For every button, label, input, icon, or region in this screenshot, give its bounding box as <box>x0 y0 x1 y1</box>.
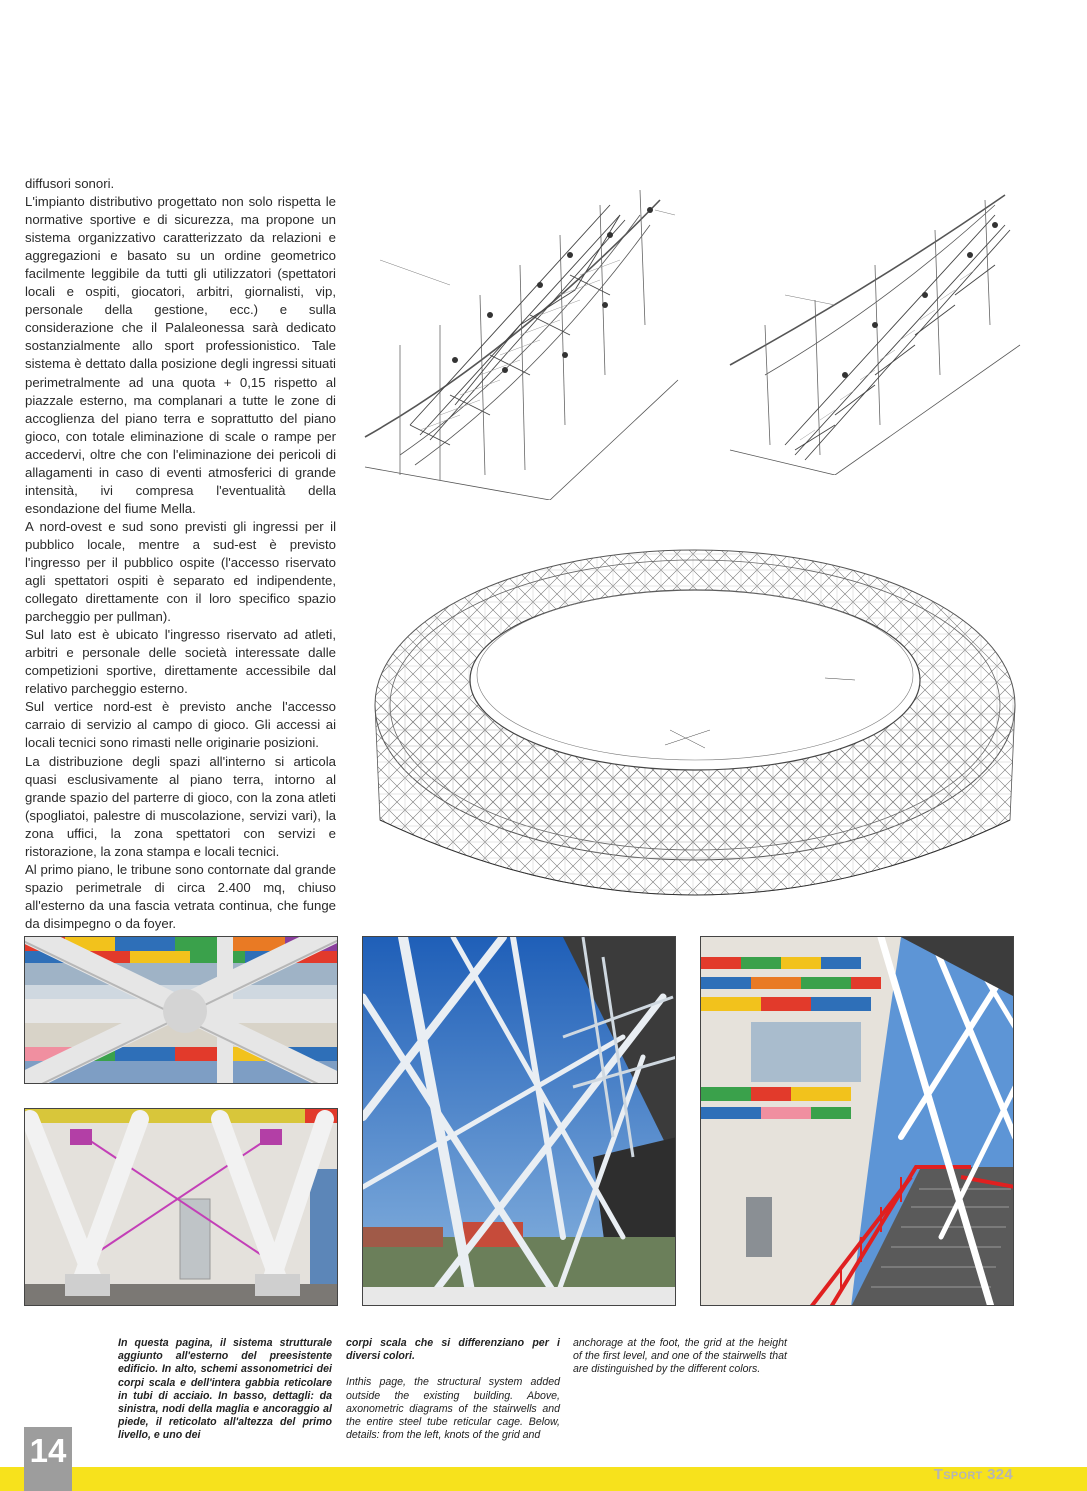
photo-grid-first-level <box>362 936 676 1306</box>
stairwell-axonometric-drawing-2 <box>725 175 1025 475</box>
magazine-issue <box>934 1466 1013 1483</box>
paragraph: A nord-ovest e sud sono previsti gli ingressi per il pubblico locale, mentre a sud-est è previsto l'ingresso per il pubblico ospite (l'accesso riservato agli spettatori ospiti è separato ed indipendente, collegato direttamente con il loro specifico spazio parcheggio per pullman). <box>25 518 336 625</box>
caption-column-1 <box>118 1337 332 1443</box>
paragraph: Sul lato est è ubicato l'ingresso riservato ad atleti, arbitri e personale delle società interessate dalle competizioni sportive, direttamente accessibile dal relativo parcheggio esterno. <box>25 627 336 697</box>
caption-english-part-2: anchorage at the foot, the grid at the height of the first level, and one of the stairwells that are distinguished by the different colors. <box>573 1337 787 1376</box>
issue-number: 324 <box>987 1466 1013 1483</box>
caption-italian-part-1: In questa pagina, il sistema strutturale aggiunto all'esterno del preesistente edificio. In alto, schemi assonometrici dei corpi scala e dell'intera gabbia reticolare in tubi di acciaio. In basso, dettagli: da sinistra, nodi della maglia e ancoraggio al piede, il reticolato all'altezza del primo livello, e uno dei <box>118 1337 332 1442</box>
paragraph: L'impianto distributivo progettato non solo rispetta le normative sportive e di sicurezza, ma propone un sistema organizzativo caratterizzato da relazioni e aggregazioni e basato su un ordine geometrico facilmente leggibile da tutti gli utilizzatori (spettatori locali e ospiti, giocatori, arbitri, giornalisti, vip, personale della gestione, ecc.) e sulla considerazione che il Palaleonessa sarà dedicato sostanzialmente allo sport professionistico. Tale sistema è dettato dalla posizione degli ingressi situati perimetralmente ad una quota + 0,15 rispetto al piazzale esterno, ma complanari a tutte le zone di accoglienza del piano terra e soprattutto del piano gioco, con totale eliminazione di scale o rampe per accedervi, oltre che con l'eliminazione dei pericoli di allagamenti in caso di eventi atmosferici di grande intensità, ivi compresa l'eventualità della esondazione del fiume Mella. <box>25 194 336 516</box>
reticular-cage-axonometric-drawing <box>365 530 1025 930</box>
magazine-name-initial: T <box>933 1466 944 1483</box>
paragraph: Sul vertice nord-est è previsto anche l'accesso carraio di servizio al campo di gioco. Gli accessi ai locali tecnici sono rimasti nelle originarie posizioni. <box>25 699 336 751</box>
footer-bar <box>0 1467 1087 1491</box>
photo-grid-node <box>24 936 338 1084</box>
photo-foot-anchorage <box>24 1108 338 1306</box>
paragraph: La distribuzione degli spazi all'interno si articola quasi esclusivamente al piano terra, intorno al grande spazio del parterre di gioco, con la zona atleti (spogliatoi, palestre di muscolazione, servizi vari), la zona uffici, la zona spettatori con servizi e ristorazione, la zona stampa e locali tecnici. <box>25 753 336 859</box>
paragraph: Al primo piano, le tribune sono contornate dal grande spazio perimetrale di circa 2.400 mq, chiuso all'esterno da una fascia vetrata continua, che funge da disimpegno o da foyer. <box>25 861 336 931</box>
photo-red-stairwell <box>700 936 1014 1306</box>
stairwell-axonometric-drawing-1 <box>360 175 680 500</box>
caption-english-part-1: Inthis page, the structural system added outside the existing building. Above, axonometric diagrams of the stairwells and the entire steel tube reticular cage. Below, details: from the left, knots of the grid and <box>346 1376 560 1442</box>
article-body <box>25 175 336 933</box>
page-number: 14 <box>24 1427 72 1491</box>
caption-column-2 <box>346 1337 560 1442</box>
caption-column-3 <box>573 1337 787 1377</box>
caption-italian-part-2: corpi scala che si differenziano per i diversi colori. <box>346 1337 560 1363</box>
paragraph: diffusori sonori. <box>25 176 115 191</box>
magazine-name-rest: SPORT <box>943 1470 983 1482</box>
